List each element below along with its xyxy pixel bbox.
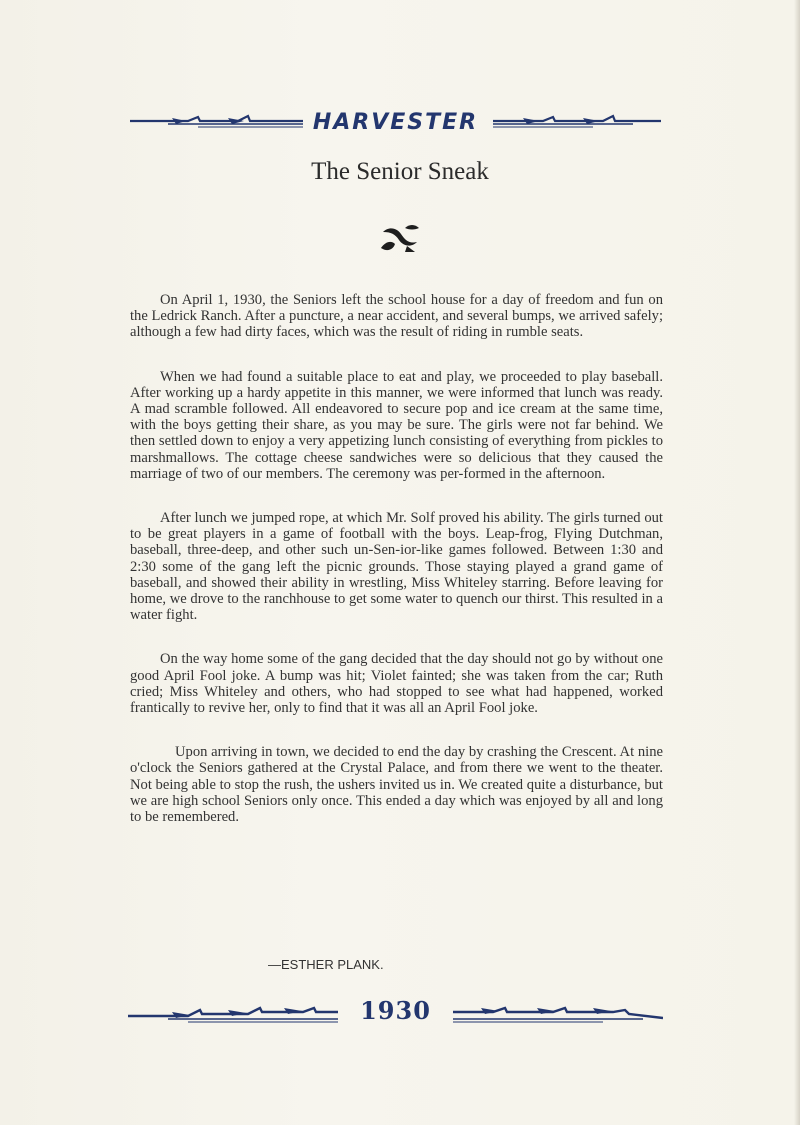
- footer-year: 1930: [360, 996, 431, 1025]
- page-header: [128, 106, 663, 142]
- paragraph-4: On the way home some of the gang decided that the day should not go by without one good April Fool joke. A bump was hit; Violet fainted; she was taken from the car; Ruth cried; Miss Whiteley and others, who had stopped to see what had happened, worked frantically to revive her, only to find that it was all an April Fool joke.: [130, 651, 663, 717]
- paragraph-5: Upon arriving in town, we decided to end the day by crashing the Crescent. At nine o'clock the Seniors gathered at the Crystal Palace, and from there we went to the theater. Not being able to stop the rush, the ushers invited us in. We created quite a disturbance, but we are high school Seniors only once. This ended a day which was enjoyed by all and long to be remembered.: [130, 744, 663, 826]
- paragraph-1: On April 1, 1930, the Seniors left the school house for a day of freedom and fun on the Ledrick Ranch. After a puncture, a near accident, and several bumps, we arrived safely; although a few had dirty faces, which was the result of riding in rumble seats.: [130, 292, 663, 341]
- page-footer: [128, 996, 663, 1026]
- ornament-icon: [375, 222, 423, 256]
- header-title: HARVESTER: [312, 110, 479, 135]
- right-lightning-rule-icon: [453, 1002, 663, 1026]
- right-lightning-rule-icon: [493, 112, 663, 134]
- paragraph-2: When we had found a suitable place to eat and play, we proceeded to play baseball. After working up a hardy appetite in this manner, we were informed that lunch was ready. A mad scramble followed. All endeavored to secure pop and ice cream at the same time, with the boys getting their share, as you may be sure. The girls were not far behind. We then settled down to enjoy a very appetizing lunch consisting of everything from pickles to marshmallows. The cottage cheese sandwiches were so delicious that they caused the marriage of two of our members. The ceremony was per-formed in the afternoon.: [130, 368, 663, 482]
- article-body: [130, 292, 663, 853]
- paragraph-3: After lunch we jumped rope, at which Mr. Solf proved his ability. The girls turned out to be great players in a game of football with the boys. Leap-frog, Flying Dutchman, baseball, three-deep, and other such un-Sen-ior-like games followed. Between 1:30 and 2:30 some of the gang left the picnic grounds. Those staying played a grand game of baseball, and showed their ability in wrestling, Miss Whiteley starring. Before leaving for home, we drove to the ranchhouse to get some water to quench our thirst. This resulted in a water fight.: [130, 510, 663, 624]
- author-signature: —ESTHER PLANK.: [268, 957, 384, 972]
- article-title: The Senior Sneak: [311, 158, 489, 185]
